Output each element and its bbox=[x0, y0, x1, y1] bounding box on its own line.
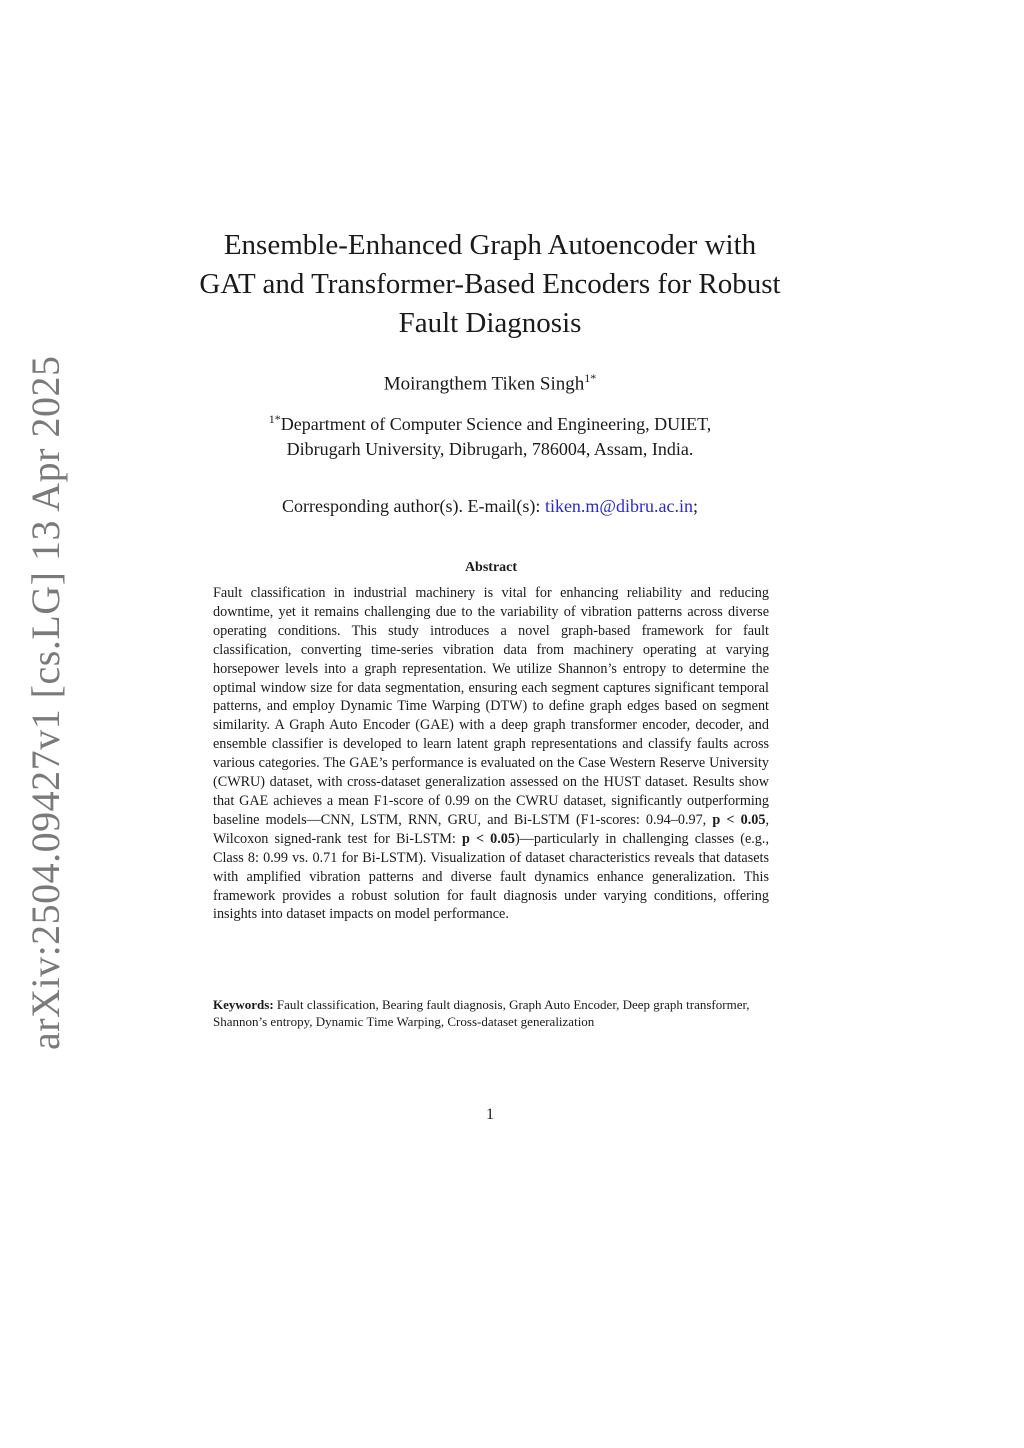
affiliation bbox=[150, 407, 830, 462]
affiliation-line-2: Dibrugarh University, Dibrugarh, 786004, Assam, India. bbox=[286, 439, 694, 459]
title-line-1: Ensemble-Enhanced Graph Autoencoder with bbox=[223, 229, 757, 261]
abstract-body bbox=[213, 584, 769, 924]
author-name: Moirangthem Tiken Singh bbox=[383, 373, 585, 395]
affiliation-line-1-text: Department of Computer Science and Engineering, DUIET, bbox=[280, 414, 712, 434]
arxiv-identifier-stamp: arXiv:2504.09427v1 [cs.LG] 13 Apr 2025 bbox=[23, 355, 68, 1050]
keywords bbox=[213, 997, 769, 1030]
affiliation-line-1 bbox=[150, 407, 830, 437]
corresponding-author bbox=[150, 496, 830, 517]
affiliation-marker: 1* bbox=[268, 412, 281, 426]
corresponding-label: Corresponding author(s). E-mail(s): bbox=[281, 496, 545, 516]
keywords-text: Fault classification, Bearing fault diagnosis, Graph Auto Encoder, Deep graph transformer, Shannon’s entropy, Dynamic Time Warping, Cross-dataset generalization bbox=[213, 997, 750, 1029]
paper-title bbox=[150, 226, 830, 343]
email-link[interactable]: tiken.m@dibru.ac.in bbox=[544, 496, 693, 516]
abstract-stat-2: p < 0.05 bbox=[461, 830, 515, 847]
keywords-label: Keywords: bbox=[213, 997, 274, 1012]
page-number: 1 bbox=[486, 1106, 494, 1123]
title-line-3: Fault Diagnosis bbox=[398, 307, 582, 339]
abstract-text-part-3: )—particularly in challenging classes (e.g., Class 8: 0.99 vs. 0.71 for Bi-LSTM). Visualization of dataset characteristics reveals that datasets with amplified vibration patterns and diverse fault dynamics enhance generalization. This framework provides a robust solution for fault diagnosis under varying conditions, offering insights into dataset impacts on model performance. bbox=[213, 830, 769, 923]
abstract-stat-1: p < 0.05 bbox=[712, 811, 766, 828]
title-line-2: GAT and Transformer-Based Encoders for Robust bbox=[199, 268, 781, 300]
author-line bbox=[150, 371, 830, 395]
abstract-text-part-1: Fault classification in industrial machinery is vital for enhancing reliability and reducing downtime, yet it remains challenging due to the variability of vibration patterns across diverse operating conditions. This study introduces a novel graph-based framework for fault classification, converting time-series vibration data from machinery operating at varying horsepower levels into a graph representation. We utilize Shannon’s entropy to determine the optimal window size for data segmentation, ensuring each segment captures significant temporal patterns, and employ Dynamic Time Warping (DTW) to define graph edges based on segment similarity. A Graph Auto Encoder (GAE) with a deep graph transformer encoder, decoder, and ensemble classifier is developed to learn latent graph representations and classify faults across various categories. The GAE’s performance is evaluated on the Case Western Reserve University (CWRU) dataset, with cross-dataset generalization assessed on the HUST dataset. Results show that GAE achieves a mean F1-score of 0.99 on the CWRU dataset, significantly outperforming baseline models—CNN, LSTM, RNN, GRU, and Bi-LSTM (F1-scores: 0.94–0.97, bbox=[213, 585, 769, 828]
corresponding-suffix: ; bbox=[692, 496, 698, 516]
author-affiliation-marker: 1* bbox=[584, 371, 597, 385]
abstract-text-part-2: , Wilcoxon signed-rank test for Bi-LSTM: bbox=[213, 811, 770, 847]
abstract-heading: Abstract bbox=[464, 560, 518, 575]
